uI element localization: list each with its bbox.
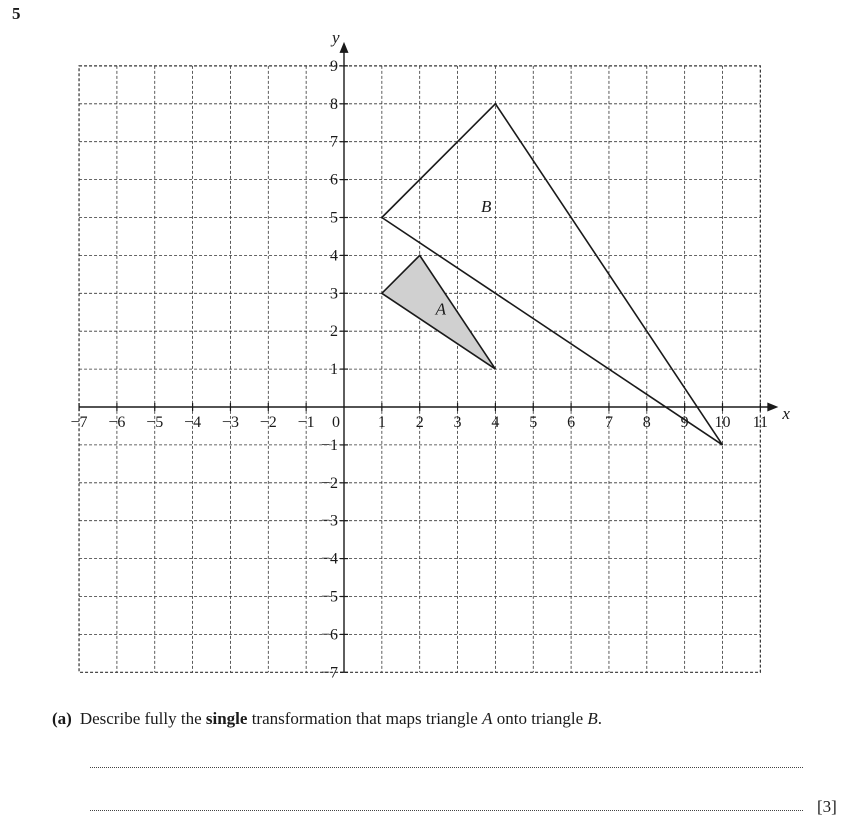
y-tick-label: 5 (330, 209, 338, 227)
x-tick-label: 1 (377, 414, 386, 431)
marks-label: [3] (817, 797, 837, 816)
x-tick-label: −2 (259, 414, 277, 431)
y-tick-label: 8 (330, 95, 338, 113)
x-tick-label: 7 (604, 414, 613, 431)
x-tick-label: 5 (529, 414, 538, 431)
y-tick-label: 6 (330, 171, 338, 189)
answer-line-1[interactable] (90, 766, 803, 768)
x-tick-label: −4 (184, 414, 202, 431)
y-tick-label: −1 (320, 436, 338, 454)
y-tick-label: −2 (320, 474, 338, 492)
x-tick-label: 2 (415, 414, 424, 431)
x-tick-label: 4 (491, 414, 500, 431)
answer-line-2[interactable] (90, 809, 803, 811)
question-text-onto: onto triangle (492, 709, 588, 728)
y-tick-label: −7 (320, 664, 338, 682)
triangle-a-label: A (435, 299, 446, 319)
y-tick-label: −4 (320, 550, 338, 568)
question-number: 5 (12, 4, 21, 23)
question-part-a (52, 709, 602, 729)
y-tick-label: 7 (330, 133, 338, 151)
question-text-end: . (597, 709, 603, 728)
x-tick-label: 6 (567, 414, 576, 431)
question-text-bold: single (205, 709, 248, 728)
x-axis-label: x (782, 404, 790, 423)
x-tick-label: 10 (714, 414, 731, 431)
x-tick-label: 3 (453, 414, 462, 431)
x-tick-label: 9 (680, 414, 689, 431)
y-tick-label: 2 (330, 323, 338, 341)
y-tick-label: 9 (330, 57, 338, 75)
y-axis-label: y (332, 27, 340, 47)
shape-a-ref: A (482, 709, 493, 728)
x-tick-label: −3 (221, 414, 239, 431)
y-tick-label: −6 (320, 626, 338, 644)
y-tick-label: 1 (330, 361, 338, 379)
x-tick-label: 8 (642, 414, 651, 431)
question-text-mid: transformation that maps triangle (247, 709, 483, 728)
y-tick-label: 4 (330, 247, 338, 265)
y-tick-label: −3 (320, 512, 338, 530)
y-tick-label: −5 (320, 588, 338, 606)
part-label: (a) (52, 709, 72, 728)
y-axis-arrow-icon (340, 42, 349, 53)
x-tick-label: 11 (752, 414, 769, 431)
x-axis-arrow-icon (767, 403, 778, 412)
shape-b-ref: B (587, 709, 598, 728)
triangle-b-label: B (480, 197, 492, 217)
x-tick-label: −5 (146, 414, 164, 431)
x-tick-label: −7 (70, 414, 88, 431)
x-tick-label: −6 (108, 414, 126, 431)
x-tick-label: −1 (297, 414, 315, 431)
x-tick-label: 0 (332, 414, 340, 431)
y-tick-label: 3 (330, 285, 338, 303)
question-text-before: Describe fully the (79, 709, 206, 728)
